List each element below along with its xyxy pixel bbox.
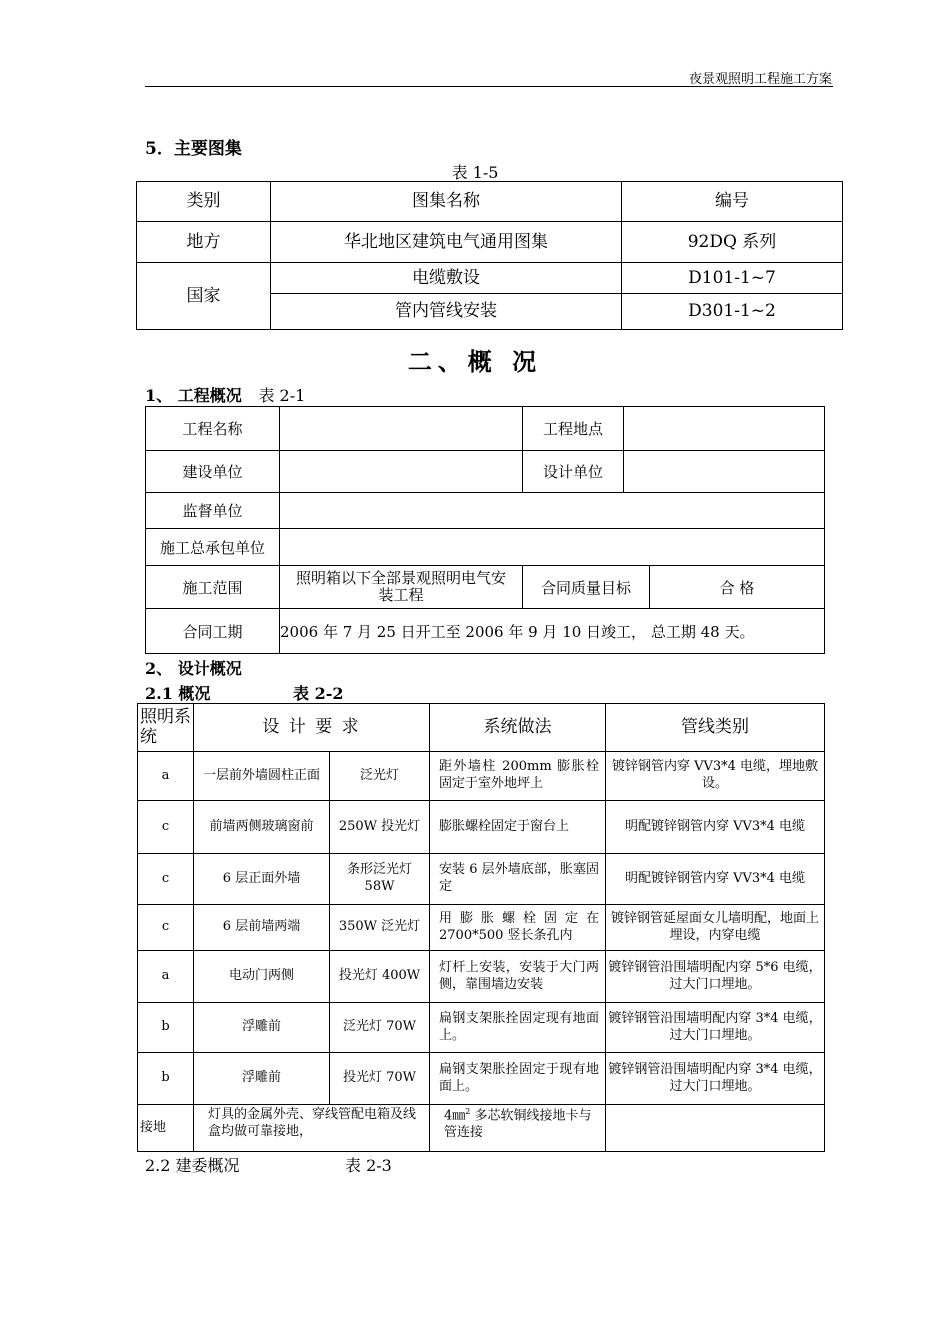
pipe-cell: 镀锌钢管沿围墙明配内穿 5*6 电缆，过大门口埋地。 (606, 951, 825, 1003)
quality-value: 合 格 (650, 566, 825, 609)
table-1-5-header-code: 编号 (622, 182, 843, 222)
table-2-2-caption: 表 2-2 (293, 684, 344, 703)
method-cell: 用膨胀螺栓固定在 2700*500 竖长条孔内 (430, 905, 606, 951)
system-cell: b (138, 1053, 194, 1105)
table-1-5-cell: 国家 (137, 263, 271, 330)
table-2-2 (137, 703, 825, 1152)
section-1-heading (145, 383, 305, 406)
section-5-heading: 5．主要图集 (145, 139, 242, 159)
location-cell: 6 层前墙两端 (194, 905, 330, 951)
table-row (138, 854, 825, 905)
ground-method (430, 1105, 606, 1152)
lamp-cell: 350W 泛光灯 (330, 905, 430, 951)
table-1-5-cell: D301-1~2 (622, 294, 843, 330)
table-1-5-cell: 92DQ 系列 (622, 222, 843, 263)
table-2-3-caption: 表 2-3 (345, 1156, 392, 1175)
table-row (138, 1003, 825, 1053)
supervisor-value (280, 493, 825, 529)
section-2-1-title: 2.1 概况 (145, 684, 211, 703)
table-1-5-cell: 华北地区建筑电气通用图集 (271, 222, 622, 263)
method-cell: 扁钢支架胀拴固定现有地面上。 (430, 1003, 606, 1053)
system-cell: c (138, 905, 194, 951)
table-row (138, 905, 825, 951)
table-1-5-cell: 电缆敷设 (271, 263, 622, 294)
ground-method-rest: 多芯软铜线接地卡与管连接 (444, 1108, 592, 1141)
lamp-cell: 条形泛光灯 58W (330, 854, 430, 905)
document-header-title: 夜景观照明工程施工方案 (688, 72, 832, 87)
supervisor-label: 监督单位 (146, 493, 280, 529)
method-cell: 距外墙柱 200mm 膨胀栓固定于室外地坪上 (430, 752, 606, 801)
chapter-title: 二、概 况 (407, 347, 543, 376)
location-cell: 浮雕前 (194, 1003, 330, 1053)
table-2-1 (145, 406, 825, 654)
project-site-label: 工程地点 (523, 407, 624, 451)
table-1-5-cell: 管内管线安装 (271, 294, 622, 330)
table-1-5-header-category: 类别 (137, 182, 271, 222)
ground-design: 灯具的金属外壳、穿线管配电箱及线盒均做可靠接地， (194, 1105, 430, 1152)
system-cell: b (138, 1003, 194, 1053)
section-2-2-title: 2.2 建委概况 (145, 1156, 240, 1175)
builder-value (280, 451, 523, 493)
table-1-5 (136, 181, 843, 330)
lamp-cell: 泛光灯 (330, 752, 430, 801)
table-1-5-cell: D101-1~7 (622, 263, 843, 294)
system-cell: a (138, 951, 194, 1003)
system-cell: c (138, 854, 194, 905)
table-2-1-caption: 表 2-1 (258, 386, 306, 405)
pipe-cell: 明配镀锌钢管内穿 VV3*4 电缆 (606, 801, 825, 854)
ground-pipe (606, 1105, 825, 1152)
ground-label: 接地 (138, 1105, 194, 1152)
pipe-cell: 镀锌钢管延屋面女儿墙明配，地面上埋设，内穿电缆 (606, 905, 825, 951)
section-2-1-heading (145, 681, 344, 704)
project-site-value (624, 407, 825, 451)
ground-method-sup: 2 (465, 1107, 471, 1116)
header-design: 设 计 要 求 (194, 704, 430, 752)
header-method: 系统做法 (430, 704, 606, 752)
location-cell: 前墙两侧玻璃窗前 (194, 801, 330, 854)
lamp-cell: 250W 投光灯 (330, 801, 430, 854)
table-1-5-header-name: 图集名称 (271, 182, 622, 222)
header-pipe: 管线类别 (606, 704, 825, 752)
method-cell: 灯杆上安装，安装于大门两侧，靠围墙边安装 (430, 951, 606, 1003)
table-1-5-cell: 地方 (137, 222, 271, 263)
location-cell: 电动门两侧 (194, 951, 330, 1003)
section-1-title: 1、 工程概况 (145, 386, 242, 405)
table-1-5-caption: 表 1-5 (451, 163, 499, 182)
location-cell: 浮雕前 (194, 1053, 330, 1105)
system-cell: a (138, 752, 194, 801)
project-name-label: 工程名称 (146, 407, 280, 451)
lamp-cell: 投光灯 70W (330, 1053, 430, 1105)
method-cell: 安装 6 层外墙底部，胀塞固定 (430, 854, 606, 905)
section-2-2-heading (145, 1153, 392, 1176)
location-cell: 一层前外墙圆柱正面 (194, 752, 330, 801)
pipe-cell: 明配镀锌钢管内穿 VV3*4 电缆 (606, 854, 825, 905)
scope-label: 施工范围 (146, 566, 280, 609)
method-cell: 膨胀螺栓固定于窗台上 (430, 801, 606, 854)
project-name-value (280, 407, 523, 451)
ground-method-prefix: 4㎜ (444, 1108, 466, 1124)
scope-value: 照明箱以下全部景观照明电气安装工程 (280, 566, 523, 609)
method-cell: 扁钢支架胀拴固定于现有地面上。 (430, 1053, 606, 1105)
table-row (138, 752, 825, 801)
location-cell: 6 层正面外墙 (194, 854, 330, 905)
pipe-cell: 镀锌钢管沿围墙明配内穿 3*4 电缆，过大门口埋地。 (606, 1003, 825, 1053)
lamp-cell: 泛光灯 70W (330, 1003, 430, 1053)
header-divider (145, 86, 833, 87)
period-value: 2006 年 7 月 25 日开工至 2006 年 9 月 10 日竣工， 总工期 48 天。 (280, 609, 825, 654)
period-label: 合同工期 (146, 609, 280, 654)
section-2-heading: 2、 设计概况 (145, 659, 242, 678)
contractor-label: 施工总承包单位 (146, 529, 280, 566)
system-cell: c (138, 801, 194, 854)
table-row (138, 1053, 825, 1105)
pipe-cell: 镀锌钢管内穿 VV3*4 电缆，埋地敷设。 (606, 752, 825, 801)
contractor-value (280, 529, 825, 566)
quality-label: 合同质量目标 (523, 566, 650, 609)
designer-label: 设计单位 (523, 451, 624, 493)
lamp-cell: 投光灯 400W (330, 951, 430, 1003)
table-row (138, 801, 825, 854)
builder-label: 建设单位 (146, 451, 280, 493)
pipe-cell: 镀锌钢管沿围墙明配内穿 3*4 电缆，过大门口埋地。 (606, 1053, 825, 1105)
table-row (138, 951, 825, 1003)
designer-value (624, 451, 825, 493)
header-system: 照明系统 (138, 704, 194, 752)
table-row-ground (138, 1105, 825, 1152)
